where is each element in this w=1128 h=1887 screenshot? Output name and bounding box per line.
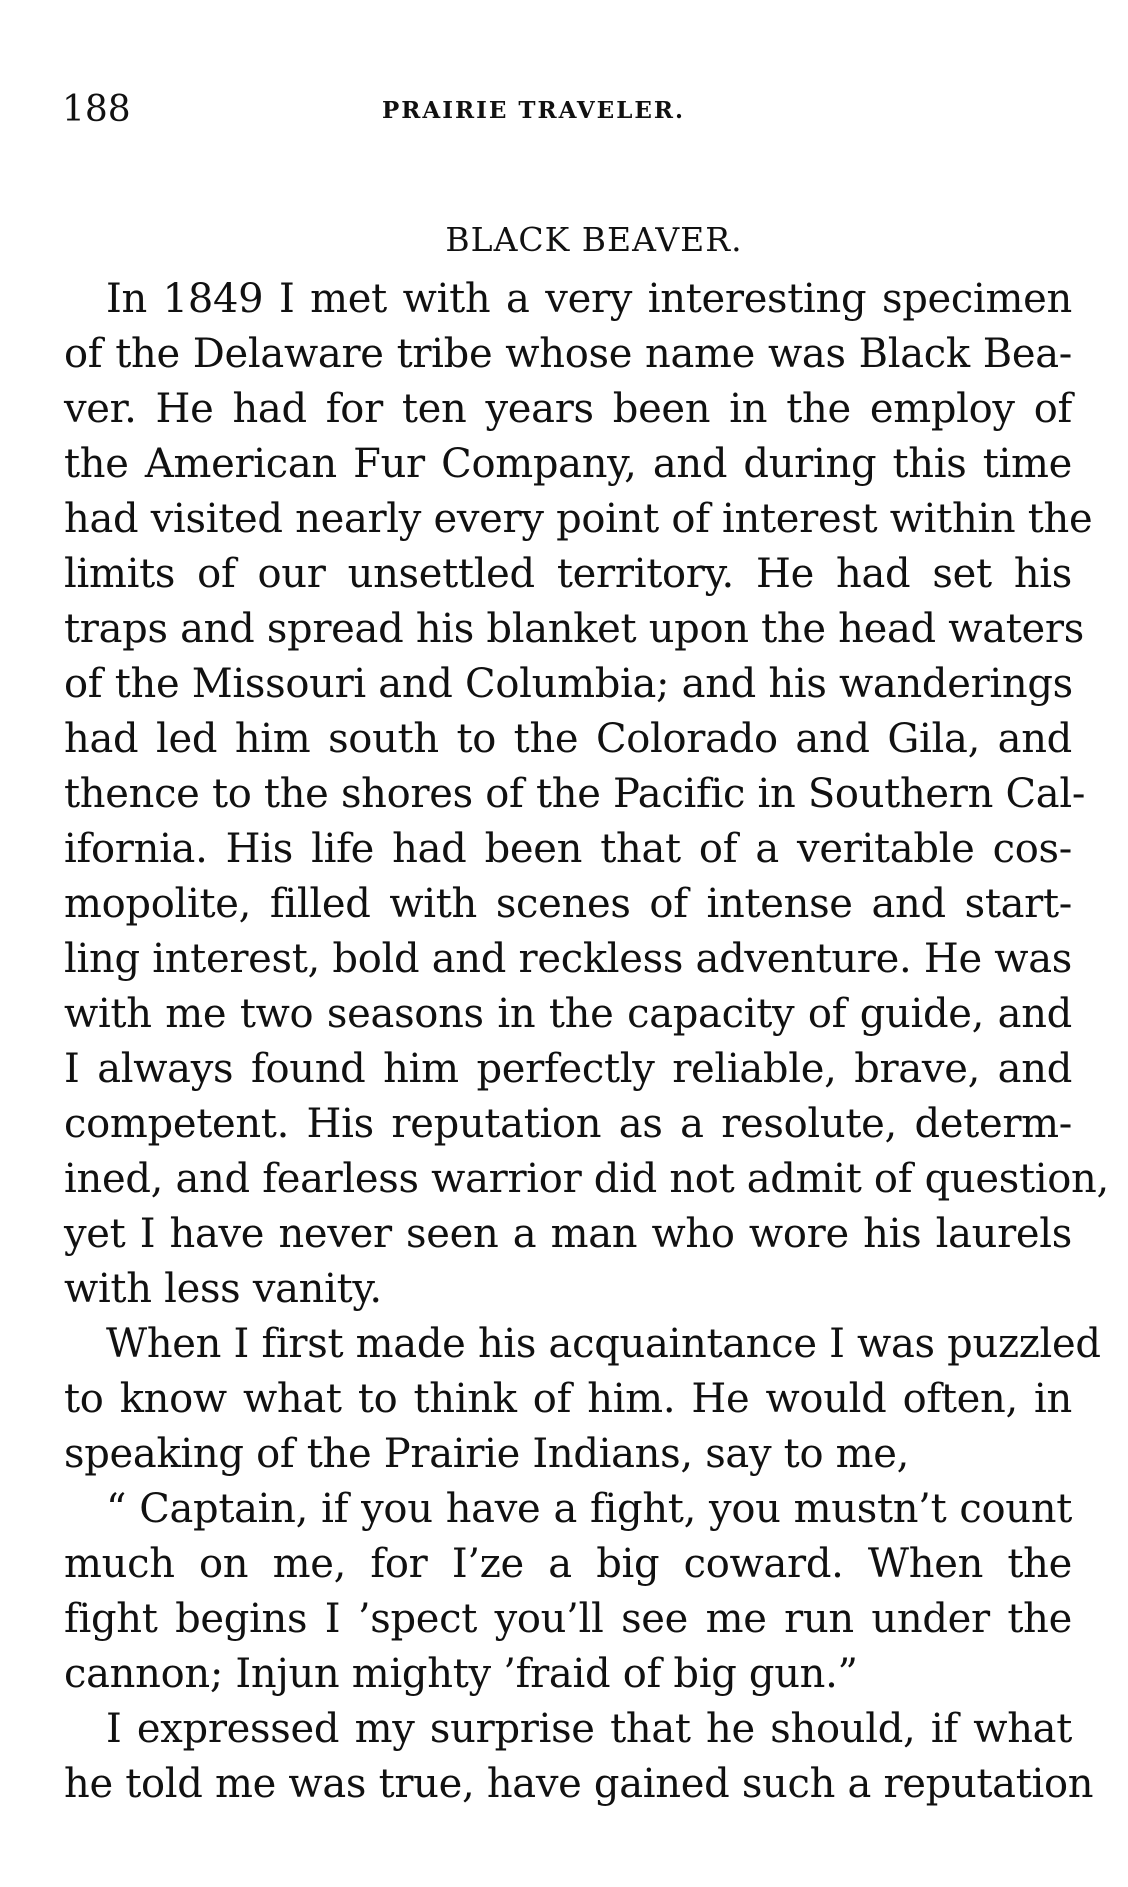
body-text (64, 272, 1109, 1812)
text-line: he told me was true, have gained such a reputation (64, 1761, 1094, 1807)
text-line: much on me, for I’ze a big coward. When the (64, 1541, 1072, 1587)
section-title: BLACK BEAVER. (445, 220, 743, 259)
text-line: yet I have never seen a man who wore his laurels (64, 1211, 1072, 1257)
text-line: ined, and fearless warrior did not admit of question, (64, 1156, 1109, 1202)
text-line: “ Captain, if you have a fight, you mustn’t count (106, 1486, 1072, 1532)
text-line: mopolite, filled with scenes of intense and start- (64, 881, 1072, 927)
text-line: with less vanity. (64, 1266, 382, 1312)
text-line: traps and spread his blanket upon the head waters (64, 606, 1084, 652)
text-line: the American Fur Company, and during this time (64, 441, 1072, 487)
text-line: to know what to think of him. He would often, in (64, 1376, 1072, 1422)
text-line: of the Missouri and Columbia; and his wanderings (64, 661, 1073, 707)
text-line: cannon; Injun mighty ’fraid of big gun.” (64, 1651, 858, 1697)
text-line: In 1849 I met with a very interesting specimen (106, 276, 1072, 322)
text-line: I expressed my surprise that he should, if what (106, 1706, 1072, 1752)
running-head: PRAIRIE TRAVELER. (382, 97, 686, 124)
text-line: had led him south to the Colorado and Gila, and (64, 716, 1072, 762)
text-line: When I first made his acquaintance I was puzzled (106, 1321, 1101, 1367)
text-line: ver. He had for ten years been in the employ of (64, 386, 1072, 432)
text-line: limits of our unsettled territory. He had set his (64, 551, 1072, 597)
text-line: speaking of the Prairie Indians, say to me, (64, 1431, 910, 1477)
page-number: 188 (62, 89, 131, 130)
text-line: ifornia. His life had been that of a veritable cos- (64, 826, 1072, 872)
text-line: with me two seasons in the capacity of guide, and (64, 991, 1072, 1037)
text-line: of the Delaware tribe whose name was Black Bea- (64, 331, 1072, 377)
text-line: had visited nearly every point of interest within the (64, 496, 1093, 542)
page-header (62, 88, 1074, 138)
text-line: competent. His reputation as a resolute, determ- (64, 1101, 1072, 1147)
text-line: fight begins I ’spect you’ll see me run under the (64, 1596, 1072, 1642)
text-line: ling interest, bold and reckless adventure. He was (64, 936, 1072, 982)
text-line: I always found him perfectly reliable, brave, and (64, 1046, 1072, 1092)
text-line: thence to the shores of the Pacific in Southern Cal- (64, 771, 1086, 817)
